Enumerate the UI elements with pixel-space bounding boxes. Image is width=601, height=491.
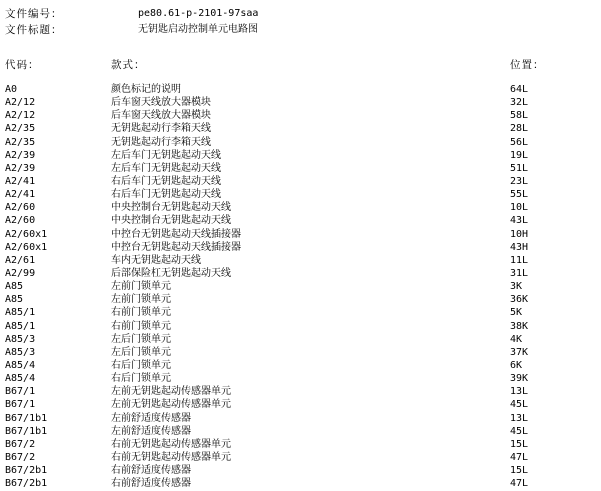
table-row — [5, 306, 595, 319]
table-row — [5, 438, 595, 451]
cell-code: A0 — [5, 84, 18, 95]
table-row — [5, 451, 595, 464]
cell-style: 右后门锁单元 — [111, 373, 171, 385]
cell-code: A85/1 — [5, 307, 36, 319]
cell-code: A2/60 — [5, 202, 36, 214]
cell-code: B67/2b1 — [5, 478, 48, 490]
cell-position: 51L — [510, 162, 529, 174]
table-row — [5, 425, 595, 438]
cell-position: 47L — [510, 451, 529, 463]
cell-style: 右后车门无钥匙起动天线 — [111, 189, 221, 201]
cell-code: A85/3 — [5, 333, 36, 345]
column-header-style: 款式： — [111, 59, 146, 71]
table-row — [5, 254, 595, 267]
table-row — [5, 346, 595, 359]
cell-position: 15L — [510, 438, 529, 450]
table-row — [5, 333, 595, 346]
cell-position: 13L — [510, 386, 529, 398]
table-row — [5, 201, 595, 214]
cell-code: B67/1b1 — [5, 412, 48, 424]
cell-position: 32L — [510, 97, 529, 109]
table-header — [5, 57, 595, 73]
cell-code: A85 — [5, 281, 24, 293]
component-table — [5, 83, 595, 490]
table-row — [5, 293, 595, 306]
cell-style: 后车窗天线放大器模块 — [111, 97, 211, 109]
table-row — [5, 267, 595, 280]
cell-style: 左后门锁单元 — [111, 333, 171, 345]
cell-style: 左前无钥匙起动传感器单元 — [111, 399, 231, 411]
cell-code: A85/3 — [5, 346, 36, 358]
table-row — [5, 136, 595, 149]
cell-style: 右前舒适度传感器 — [111, 465, 191, 477]
cell-code: B67/2b1 — [5, 465, 48, 477]
table-row — [5, 96, 595, 109]
cell-style: 左后车门无钥匙起动天线 — [111, 162, 221, 174]
cell-position: 47L — [510, 478, 529, 490]
cell-code: B67/1b1 — [5, 425, 48, 437]
cell-style: 右前门锁单元 — [111, 320, 171, 332]
cell-position: 58L — [510, 110, 529, 122]
cell-style: 左后门锁单元 — [111, 346, 171, 358]
cell-position: 13L — [510, 412, 529, 424]
cell-code: A2/39 — [5, 162, 36, 174]
cell-position: 5K — [510, 307, 523, 319]
table-row — [5, 241, 595, 254]
cell-position: 43H — [510, 241, 529, 253]
cell-position: 55L — [510, 189, 529, 201]
table-row — [5, 385, 595, 398]
cell-code: B67/1 — [5, 386, 36, 398]
cell-position: 39K — [510, 373, 529, 385]
cell-code: A85/4 — [5, 373, 36, 385]
cell-style: 右后门锁单元 — [111, 359, 171, 371]
cell-position: 4K — [510, 333, 523, 345]
cell-code: A85/4 — [5, 359, 36, 371]
table-row — [5, 320, 595, 333]
column-header-position: 位置： — [510, 59, 545, 71]
table-row — [5, 162, 595, 175]
cell-position: 28L — [510, 123, 529, 135]
table-row — [5, 280, 595, 293]
cell-code: B67/2 — [5, 438, 36, 450]
cell-style: 左前门锁单元 — [111, 281, 171, 293]
cell-position: 15L — [510, 465, 529, 477]
cell-code: A2/39 — [5, 149, 36, 161]
cell-position: 56L — [510, 136, 529, 148]
cell-position: 6K — [510, 359, 523, 371]
cell-code: A2/35 — [5, 123, 36, 135]
cell-style: 中央控制台无钥匙起动天线 — [111, 202, 231, 214]
cell-style: 左前舒适度传感器 — [111, 425, 191, 437]
cell-code: A2/60 — [5, 215, 36, 227]
cell-code: A2/12 — [5, 97, 36, 109]
cell-position: 45L — [510, 425, 529, 437]
cell-position: 19L — [510, 149, 529, 161]
cell-style: 右前舒适度传感器 — [111, 478, 191, 490]
cell-position: 10L — [510, 202, 529, 214]
cell-position: 3K — [510, 281, 523, 293]
cell-position: 64L — [510, 84, 529, 95]
column-header-code: 代码： — [5, 59, 40, 71]
table-row — [5, 398, 595, 411]
cell-position: 10H — [510, 228, 529, 240]
table-row — [5, 83, 595, 96]
cell-style: 右前门锁单元 — [111, 307, 171, 319]
cell-style: 无钥匙起动行李箱天线 — [111, 123, 211, 135]
cell-code: A2/41 — [5, 175, 36, 187]
cell-style: 无钥匙起动行李箱天线 — [111, 136, 211, 148]
table-row — [5, 149, 595, 162]
cell-position: 38K — [510, 320, 529, 332]
table-row — [5, 359, 595, 372]
table-row — [5, 188, 595, 201]
cell-position: 43L — [510, 215, 529, 227]
cell-style: 颜色标记的说明 — [111, 84, 181, 95]
table-row — [5, 412, 595, 425]
document-number-label: 文件编号： — [5, 8, 63, 20]
cell-style: 左前无钥匙起动传感器单元 — [111, 386, 231, 398]
cell-style: 左前舒适度传感器 — [111, 412, 191, 424]
cell-code: B67/2 — [5, 451, 36, 463]
cell-style: 中控台无钥匙起动天线插接器 — [111, 241, 241, 253]
cell-code: A2/35 — [5, 136, 36, 148]
cell-style: 中央控制台无钥匙起动天线 — [111, 215, 231, 227]
cell-position: 23L — [510, 175, 529, 187]
cell-position: 11L — [510, 254, 529, 266]
document-title-label: 文件标题： — [5, 24, 63, 36]
cell-code: A2/60x1 — [5, 241, 48, 253]
cell-code: A2/41 — [5, 189, 36, 201]
cell-style: 后车窗天线放大器模块 — [111, 110, 211, 122]
cell-style: 中控台无钥匙起动天线插接器 — [111, 228, 241, 240]
cell-position: 36K — [510, 294, 529, 306]
cell-code: A2/99 — [5, 267, 36, 279]
cell-style: 右前无钥匙起动传感器单元 — [111, 451, 231, 463]
cell-code: A2/60x1 — [5, 228, 48, 240]
cell-code: A85/1 — [5, 320, 36, 332]
table-row — [5, 175, 595, 188]
cell-code: A2/61 — [5, 254, 36, 266]
document-title-row — [5, 22, 595, 38]
table-row — [5, 477, 595, 490]
cell-style: 左前门锁单元 — [111, 294, 171, 306]
cell-position: 37K — [510, 346, 529, 358]
cell-code: B67/1 — [5, 399, 36, 411]
document-number-row — [5, 6, 595, 22]
table-row — [5, 214, 595, 227]
cell-style: 右前无钥匙起动传感器单元 — [111, 438, 231, 450]
document-number-value: pe80.61-p-2101-97saa — [138, 8, 259, 19]
cell-style: 后部保险杠无钥匙起动天线 — [111, 267, 231, 279]
cell-position: 31L — [510, 267, 529, 279]
document-meta — [5, 6, 595, 38]
table-row — [5, 372, 595, 385]
cell-style: 车内无钥匙起动天线 — [111, 254, 201, 266]
cell-code: A2/12 — [5, 110, 36, 122]
table-row — [5, 464, 595, 477]
cell-code: A85 — [5, 294, 24, 306]
table-row — [5, 109, 595, 122]
cell-style: 右后车门无钥匙起动天线 — [111, 175, 221, 187]
table-row — [5, 122, 595, 135]
cell-style: 左后车门无钥匙起动天线 — [111, 149, 221, 161]
document-title-value: 无钥匙启动控制单元电路图 — [138, 24, 258, 35]
cell-position: 45L — [510, 399, 529, 411]
table-row — [5, 228, 595, 241]
